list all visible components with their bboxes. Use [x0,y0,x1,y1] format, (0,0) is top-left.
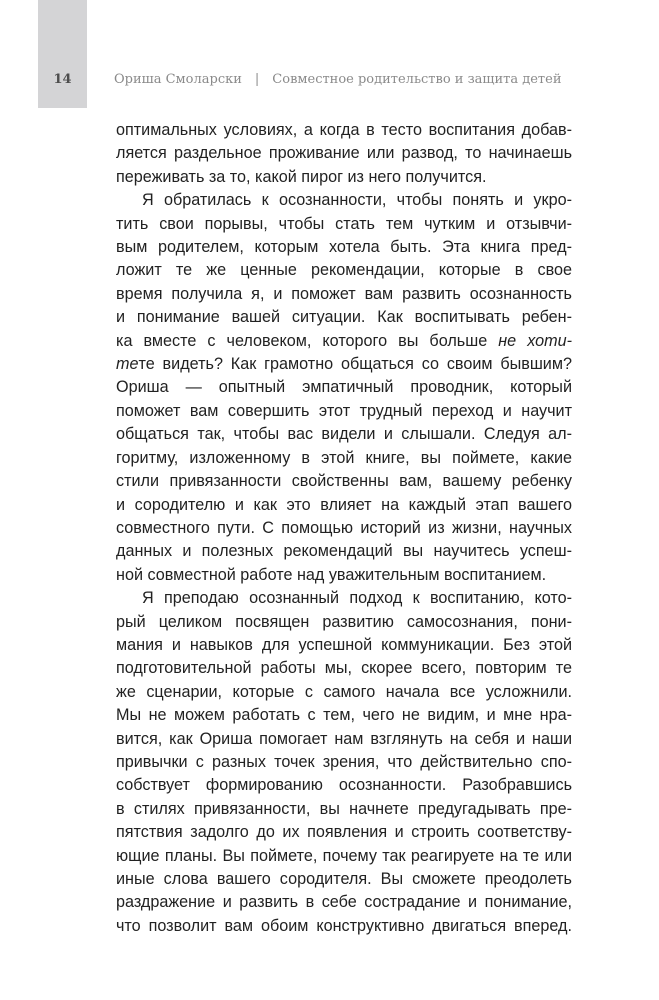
text-line: вится, как Ориша помогает нам взглянуть на себя и наши [116,729,572,748]
text-line: время получила я, и поможет вам развить осознанность [116,284,572,303]
paragraph-2 [116,189,572,587]
text-line: подготовительной работы мы, скорее всего, повторим те [116,659,572,678]
text-line: поможет вам совершить этот трудный переход и научит [116,401,572,420]
text-line: ной совместной работе над уважительным воспитанием. [116,565,547,584]
italic-fragment: те [116,355,139,374]
text-line: тить свои порывы, чтобы стать тем чутким и отзывчи- [116,214,572,233]
text-line: рый целиком посвящен развитию самосознания, пони- [116,612,572,631]
paragraph-1 [116,119,572,189]
page-number: 14 [53,72,72,87]
body-text [116,119,572,938]
text-line: мания и навыков для успешной коммуникации. Без этой [116,635,572,654]
book-title: Совместное родительство и защита детей [272,72,562,87]
header-separator: | [254,72,260,87]
text-line: стили привязанности свойственны вам, вашему ребенку [116,472,572,491]
text-line: ляется раздельное проживание или развод, то начинаешь [116,144,572,163]
text-line: вым родителем, которым хотела быть. Эта книга пред- [116,238,572,257]
text-line-with-italic [116,353,572,376]
text-line: данных и полезных рекомендаций вы научитесь успеш- [116,542,572,561]
text-line: и сородителю и как это влияет на каждый этап вашего [116,495,572,514]
text-fragment: ка вместе с человеком, которого вы больше [116,331,499,350]
running-head [114,72,561,87]
text-line: ложит те же ценные рекомендации, которые в свое [116,261,572,280]
paragraph-3 [116,587,572,938]
text-line: Ориша — опытный эмпатичный проводник, который [116,378,572,397]
text-line: совместного пути. С помощью историй из жизни, научных [116,518,572,537]
text-line: горитму, изложенному в этой книге, вы поймете, какие [116,448,572,467]
text-line: же сценарии, которые с самого начала все усложнили. [116,682,572,701]
text-line: Мы не можем работать с тем, чего не видим, и мне нра- [116,706,572,725]
text-line: раздражение и развить в себе сострадание и понимание, [116,893,572,912]
text-line: общаться так, чтобы вас видели и слышали. Следуя ал- [116,425,572,444]
text-line-with-italic [116,330,572,353]
text-line: в стилях привязанности, вы начнете предугадывать пре- [116,799,572,818]
text-line: Я обратилась к осознанности, чтобы понять и укро- [142,191,572,210]
text-line: ющие планы. Вы поймете, почему так реагируете на те или [116,846,572,865]
text-line: и понимание вашей ситуации. Как воспитывать ребен- [116,308,572,327]
text-line: собствует формированию осознанности. Разобравшись [116,776,572,795]
italic-fragment: не хоти- [498,331,572,350]
text-line: переживать за то, какой пирог из него получится. [116,167,487,186]
text-line: привычки с разных точек зрения, что действительно спо- [116,752,572,771]
text-fragment: те видеть? Как грамотно общаться со своим бывшим? [138,355,572,374]
author-name: Ориша Смоларски [114,72,242,87]
text-line: иные слова вашего сородителя. Вы сможете преодолеть [116,870,572,888]
text-line: Я преподаю осознанный подход к воспитанию, кото- [142,589,572,608]
text-line: пятствия задолго до их появления и строить соответству- [116,823,572,842]
text-line: что позволит вам обоим конструктивно двигаться вперед. [116,916,572,935]
page-number-tab [38,0,87,108]
text-line: оптимальных условиях, а когда в тесто воспитания добав- [116,121,572,139]
